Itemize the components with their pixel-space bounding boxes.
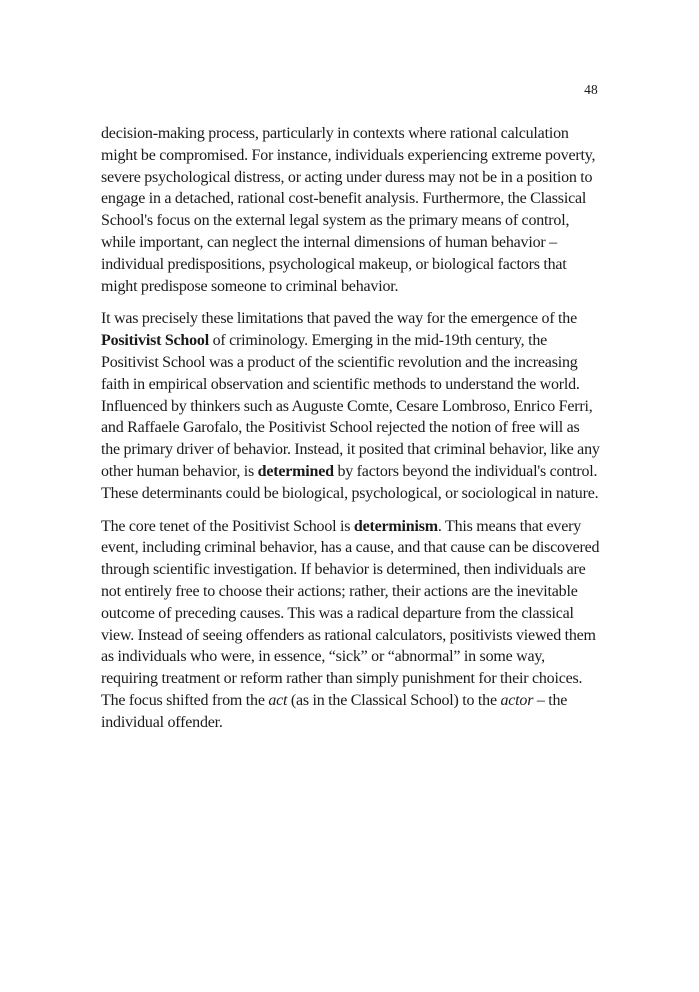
text-run: The core tenet of the Positivist School is [101, 517, 354, 535]
page-number: 48 [584, 82, 598, 97]
text-run: Positivist School [101, 332, 209, 350]
text-run: actor [500, 691, 534, 709]
paragraph [101, 123, 602, 297]
text-run: (as in the Classical School) to the [287, 691, 501, 709]
text-run: determinism [353, 517, 438, 535]
text-run: of criminology. Emerging in the mid-19th century, the Positivist School was a product of the scientific revolution and the increasing faith in empirical observation and scientific methods to understand the world. Influenced by thinkers such as Auguste Comte, Cesare Lombroso, Enrico Ferri, and Raffaele Garofalo, the Positivist School rejected the notion of free will as the primary driver of behavior. Instead, it posited that criminal behavior, like any other human behavior, is [101, 332, 600, 480]
paragraph [101, 516, 602, 734]
page-content [101, 123, 602, 734]
text-run: decision-making process, particularly in contexts where rational calculation might be compromised. For instance, individuals experiencing extreme poverty, severe psychological distress, or acting under duress may not be in a position to engage in a detached, rational cost-benefit analysis. Furthermore, the Classical School's focus on the external legal system as the primary means of control, while important, can neglect the internal dimensions of human behavior – individual predispositions, psychological makeup, or biological factors that might predispose someone to criminal behavior. [101, 125, 596, 295]
text-run: . This means that every event, including criminal behavior, has a cause, and that cause can be discovered through scientific investigation. If behavior is determined, then individuals are not entirely free to choose their actions; rather, their actions are the inevitable outcome of preceding causes. This was a radical departure from the classical view. Instead of seeing offenders as rational calculators, positivists viewed them as individuals who were, in essence, “sick” or “abnormal” in some way, requiring treatment or reform rather than simply punishment for their choices. The focus shifted from the [101, 517, 600, 709]
text-run: by factors beyond the individual's control. These determinants could be biological, psychological, or sociological in nature. [101, 462, 599, 502]
paragraph [101, 308, 602, 504]
text-run: – the individual offender. [101, 691, 568, 731]
text-run: determined [257, 462, 334, 480]
text-run: It was precisely these limitations that paved the way for the emergence of the [101, 310, 577, 328]
text-run: act [268, 691, 288, 709]
